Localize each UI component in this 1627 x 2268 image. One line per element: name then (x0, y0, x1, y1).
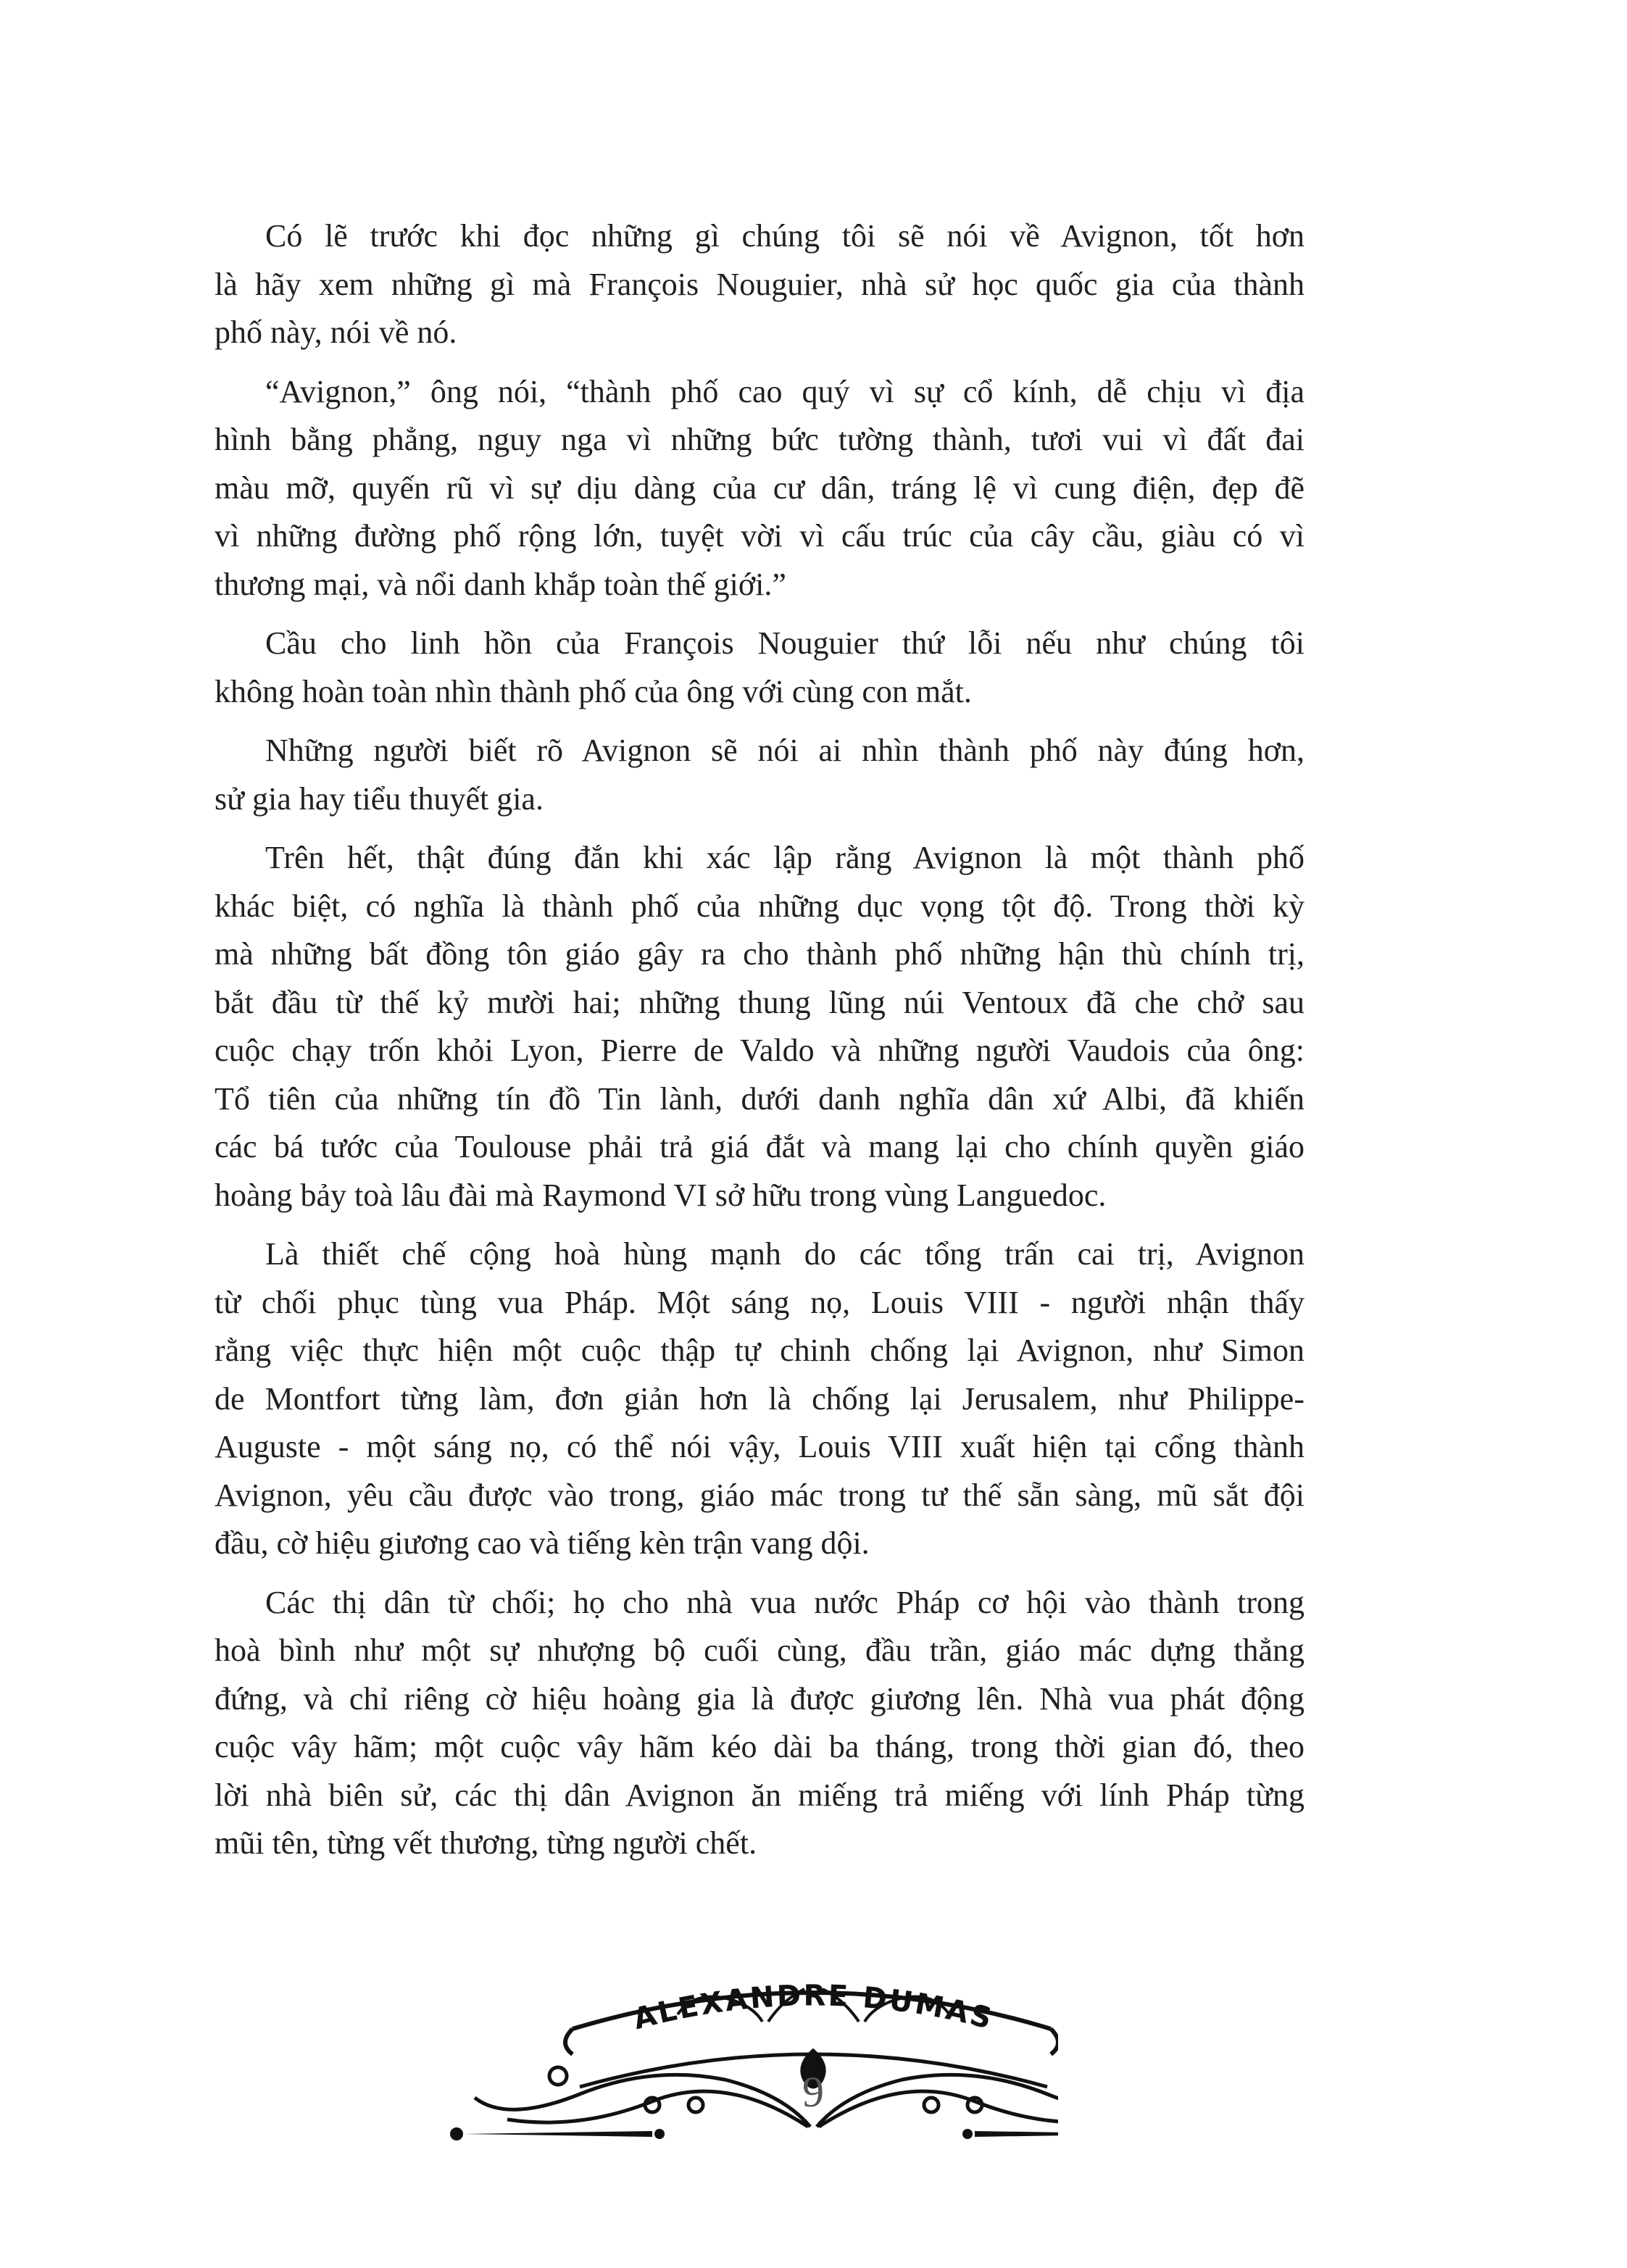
paragraph (215, 1230, 1304, 1568)
text-line: Có lẽ trước khi đọc những gì chúng tôi sẽ nói về Avignon, tốt hơn (265, 218, 1304, 254)
paragraph (215, 620, 1304, 716)
footer-ornament (435, 1956, 1058, 2145)
text-line: phố này, nói về nó. (215, 314, 457, 350)
text-line: “Avignon,” ông nói, “thành phố cao quý vì sự cổ kính, dễ chịu vì địa (265, 373, 1304, 409)
page-number: 9 (802, 2068, 824, 2116)
text-line: là hãy xem những gì mà François Nouguier, nhà sử học quốc gia của thành (215, 266, 1304, 302)
text-line: hoàng bảy toà lâu đài mà Raymond VI sở hữu trong vùng Languedoc. (215, 1177, 1107, 1213)
text-line: từ chối phục tùng vua Pháp. Một sáng nọ, Louis VIII - người nhận thấy (215, 1284, 1304, 1320)
text-line: đứng, và chỉ riêng cờ hiệu hoàng gia là được giương lên. Nhà vua phát động (215, 1680, 1304, 1717)
text-line: Trên hết, thật đúng đắn khi xác lập rằng Avignon là một thành phố (265, 840, 1304, 875)
text-line: bắt đầu từ thế kỷ mười hai; những thung lũng núi Ventoux đã che chở sau (215, 984, 1304, 1020)
text-line: Cầu cho linh hồn của François Nouguier thứ lỗi nếu như chúng tôi (265, 625, 1304, 661)
text-line: sử gia hay tiểu thuyết gia. (215, 780, 544, 817)
body-text (215, 212, 1304, 1879)
text-line: Các thị dân từ chối; họ cho nhà vua nước Pháp cơ hội vào thành trong (265, 1584, 1304, 1620)
paragraph (215, 368, 1304, 609)
text-line: cuộc vây hãm; một cuộc vây hãm kéo dài ba tháng, trong thời gian đó, theo (215, 1729, 1304, 1764)
paragraph (215, 834, 1304, 1220)
paragraph (215, 727, 1304, 823)
paragraph (215, 1579, 1304, 1868)
text-line: vì những đường phố rộng lớn, tuyệt vời vì cấu trúc của cây cầu, giàu có vì (215, 518, 1304, 554)
text-line: cuộc chạy trốn khỏi Lyon, Pierre de Valdo và những người Vaudois của ông: (215, 1033, 1304, 1068)
text-line: mũi tên, từng vết thương, từng người chết. (215, 1825, 757, 1861)
text-line: mà những bất đồng tôn giáo gây ra cho thành phố những hận thù chính trị, (215, 936, 1304, 972)
text-line: không hoàn toàn nhìn thành phố của ông với cùng con mắt. (215, 673, 972, 709)
text-line: hoà bình như một sự nhượng bộ cuối cùng, đầu trần, giáo mác dựng thẳng (215, 1633, 1304, 1668)
text-line: lời nhà biên sử, các thị dân Avignon ăn miếng trả miếng với lính Pháp từng (215, 1777, 1304, 1813)
banner-author-text: ALEXANDRE DUMAS (630, 1979, 997, 2037)
rule-lines-icon (450, 2127, 1058, 2140)
scrollwork-icon (475, 2051, 1058, 2127)
text-line: màu mỡ, quyến rũ vì sự dịu dàng của cư dân, tráng lệ vì cung điện, đẹp đẽ (215, 470, 1304, 506)
text-line: đầu, cờ hiệu giương cao và tiếng kèn trận vang dội. (215, 1525, 870, 1561)
text-line: các bá tước của Toulouse phải trả giá đắt và mang lại cho chính quyền giáo (215, 1129, 1304, 1164)
text-line: thương mại, và nổi danh khắp toàn thế giới.” (215, 566, 786, 602)
text-line: khác biệt, có nghĩa là thành phố của những dục vọng tột độ. Trong thời kỳ (215, 888, 1304, 924)
text-line: de Montfort từng làm, đơn giản hơn là chống lại Jerusalem, như Philippe- (215, 1380, 1304, 1417)
paragraph (215, 212, 1304, 357)
text-line: rằng việc thực hiện một cuộc thập tự chinh chống lại Avignon, như Simon (215, 1333, 1304, 1368)
text-line: hình bằng phẳng, nguy nga vì những bức tường thành, tươi vui vì đất đai (215, 422, 1304, 457)
text-line: Là thiết chế cộng hoà hùng mạnh do các tổng trấn cai trị, Avignon (265, 1236, 1304, 1272)
text-line: Avignon, yêu cầu được vào trong, giáo mác trong tư thế sẵn sàng, mũ sắt đội (215, 1477, 1304, 1513)
text-line: Tổ tiên của những tín đồ Tin lành, dưới danh nghĩa dân xứ Albi, đã khiến (215, 1080, 1304, 1117)
text-line: Auguste - một sáng nọ, có thể nói vậy, Louis VIII xuất hiện tại cổng thành (215, 1429, 1304, 1464)
text-line: Những người biết rõ Avignon sẽ nói ai nhìn thành phố này đúng hơn, (265, 733, 1304, 768)
